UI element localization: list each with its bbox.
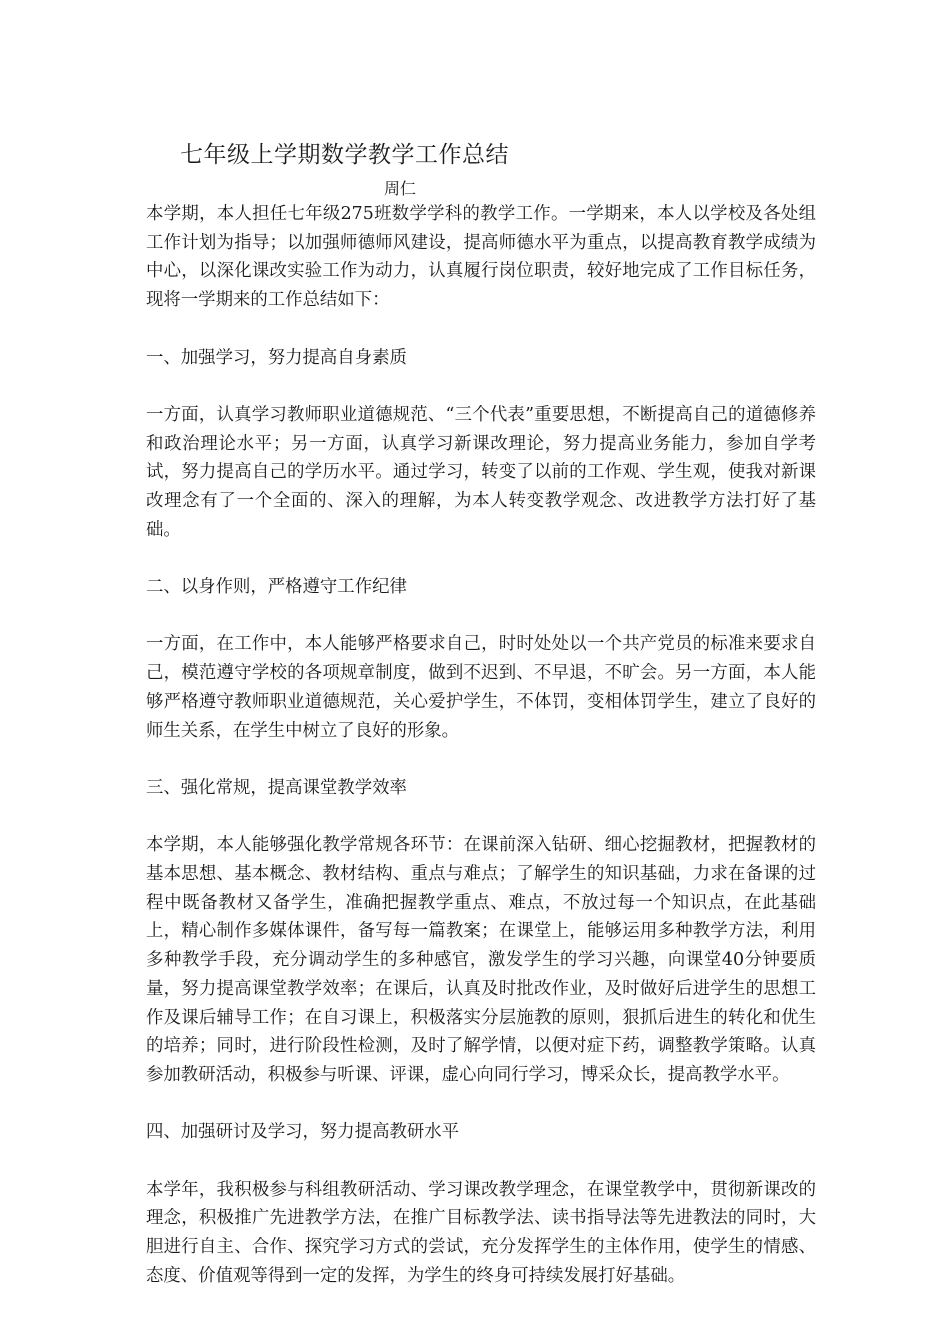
paragraph-spacer — [146, 315, 816, 344]
paragraph-spacer — [146, 544, 816, 573]
paragraph-spacer — [146, 745, 816, 774]
intro-paragraph: 本学期，本人担任七年级275班数学学科的教学工作。一学期来，本人以学校及各处组工作计划为指导；以加强师德师风建设，提高师德水平为重点，以提高教育教学成绩为中心，以深化课改实验工作为动力，认真履行岗位职责，较好地完成了工作目标任务，现将一学期来的工作总结如下： — [146, 204, 816, 311]
section-body-2: 一方面，在工作中，本人能够严格要求自己，时时处处以一个共产党员的标准来要求自己，模范遵守学校的各项规章制度，做到不迟到、不早退，不旷会。另一方面，本人能够严格遵守教师职业道德规范，关心爱护学生，不体罚，变相体罚学生，建立了良好的师生关系，在学生中树立了良好的形象。 — [146, 634, 816, 741]
paragraph-spacer — [146, 1147, 816, 1176]
paragraph-spacer — [146, 602, 816, 631]
section-heading-1: 一、加强学习，努力提高自身素质 — [146, 347, 407, 368]
author-name: 周仁 — [384, 179, 417, 198]
document-title: 七年级上学期数学教学工作总结 — [180, 142, 509, 168]
paragraph-spacer — [146, 372, 816, 401]
section-heading-4: 四、加强研讨及学习，努力提高教研水平 — [146, 1122, 460, 1143]
document-body — [146, 200, 816, 1291]
paragraph-spacer — [146, 803, 816, 832]
section-heading-2: 二、以身作则，严格遵守工作纪律 — [146, 577, 407, 598]
section-heading-3: 三、强化常规，提高课堂教学效率 — [146, 777, 407, 798]
section-body-3: 本学期，本人能够强化教学常规各环节：在课前深入钻研、细心挖掘教材，把握教材的基本思想、基本概念、教材结构、重点与难点；了解学生的知识基础，力求在备课的过程中既备教材又备学生，准确把握教学重点、难点，不放过每一个知识点，在此基础上，精心制作多媒体课件，备写每一篇教案；在课堂上，能够运用多种教学方法，利用多种教学手段，充分调动学生的多种感官，激发学生的学习兴趣，向课堂40分钟要质量，努力提高课堂教学效率；在课后，认真及时批改作业，及时做好后进学生的思想工作及课后辅导工作；在自习课上，积极落实分层施教的原则，狠抓后进生的转化和优生的培养；同时，进行阶段性检测，及时了解学情，以便对症下药，调整教学策略。认真参加教研活动，积极参与听课、评课，虚心向同行学习，博采众长，提高教学水平。 — [146, 835, 816, 1085]
section-body-4: 本学年，我积极参与科组教研活动、学习课改教学理念，在课堂教学中，贯彻新课改的理念，积极推广先进教学方法，在推广目标教学法、读书指导法等先进教法的同时，大胆进行自主、合作、探究学习方式的尝试，充分发挥学生的主体作用，使学生的情感、态度、价值观等得到一定的发挥，为学生的终身可持续发展打好基础。 — [146, 1179, 816, 1286]
section-body-1: 一方面，认真学习教师职业道德规范、“三个代表”重要思想，不断提高自己的道德修养和政治理论水平；另一方面，认真学习新课改理论，努力提高业务能力，参加自学考试，努力提高自己的学历水平。通过学习，转变了以前的工作观、学生观，使我对新课改理念有了一个全面的、深入的理解，为本人转变教学观念、改进教学方法打好了基础。 — [146, 404, 816, 540]
paragraph-spacer — [146, 1090, 816, 1119]
